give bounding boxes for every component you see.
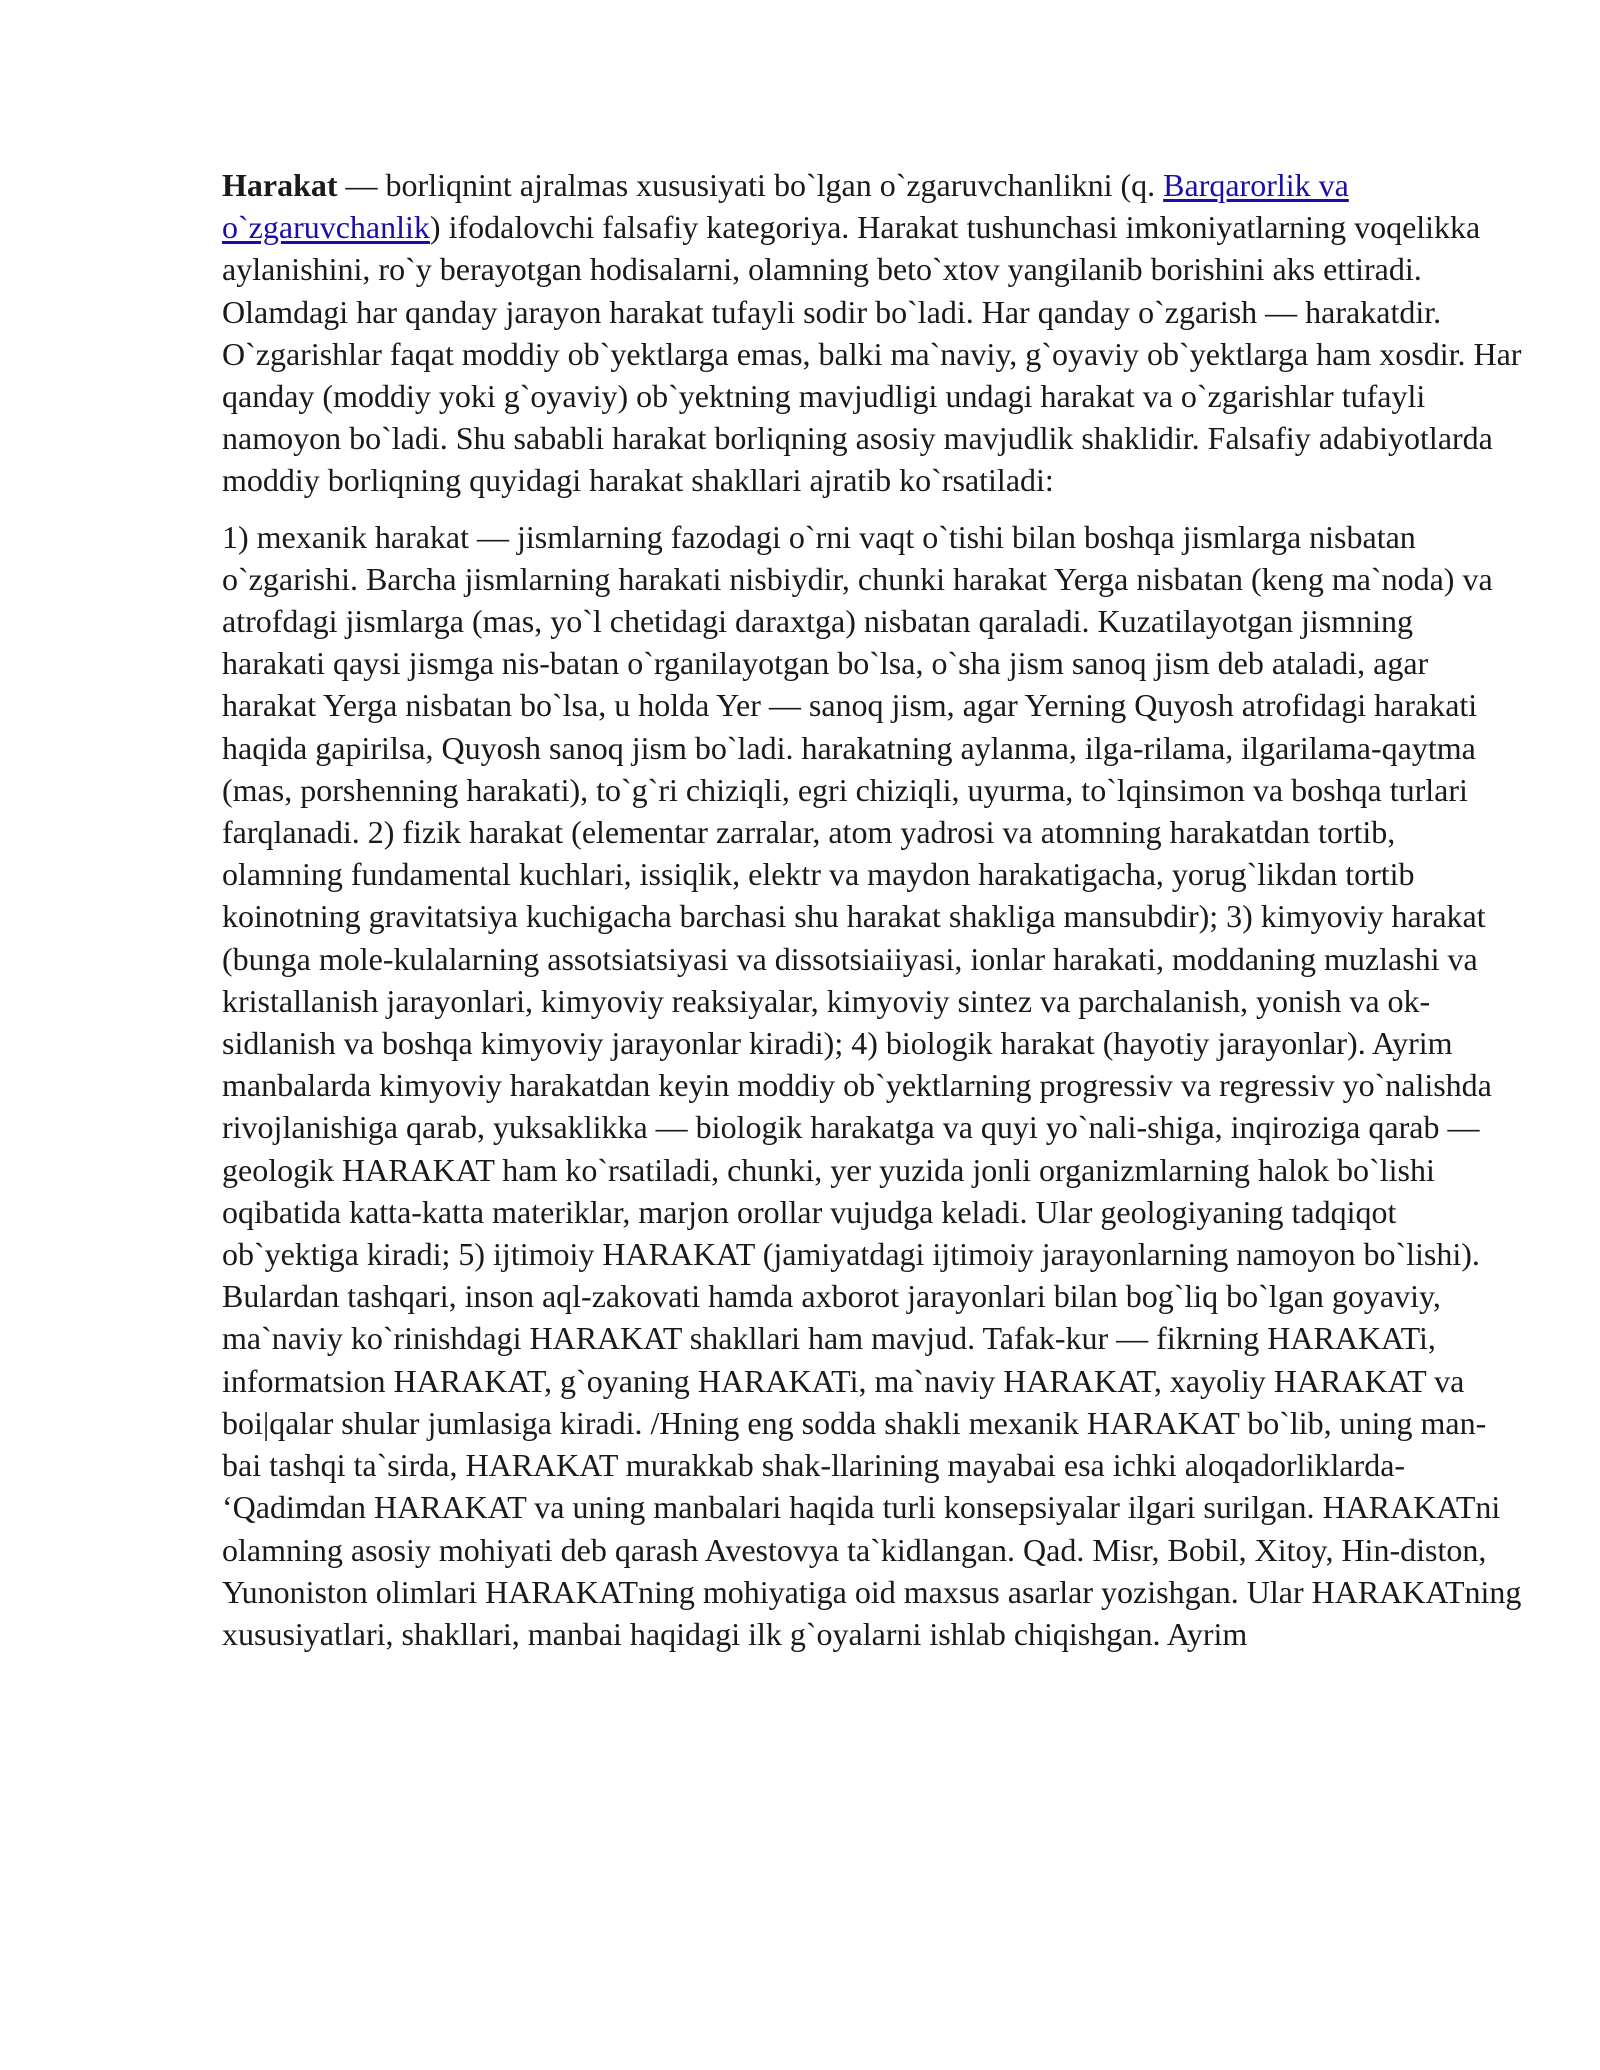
article-term: Harakat [222,167,338,203]
motion-forms-paragraph: 1) mexanik harakat — jismlarning fazodagi o`rni vaqt o`tishi bilan boshqa jismlarga nisbatan o`zgarishi. Barcha jismlarning harakati nisbiydir, chunki harakat Yerga nisbatan (keng ma`noda) va atrofdagi jismlarga (mas, yo`l chetidagi daraxtga) nisbatan qaraladi. Kuzatilayotgan jismning harakati qaysi jismga nis-batan o`rganilayotgan bo`lsa, o`sha jism sanoq jism deb ataladi, agar harakat Yerga nisbatan bo`lsa, u holda Yer — sanoq jism, agar Yerning Quyosh atrofidagi harakati haqida gapirilsa, Quyosh sanoq jism bo`ladi. harakatning aylanma, ilga-rilama, ilgarilama-qaytma (mas, porshenning harakati), to`g`ri chiziqli, egri chiziqli, uyurma, to`lqinsimon va boshqa turlari farqlanadi. 2) fizik harakat (elementar zarralar, atom yadrosi va atomning harakatdan tortib, olamning fundamental kuchlari, issiqlik, elektr va maydon harakatigacha, yorug`likdan tortib koinotning gravitatsiya kuchigacha barchasi shu harakat shakliga mansubdir); 3) kimyoviy harakat (bunga mole-kulalarning assotsiatsiyasi va dissotsiaiiyasi, ionlar harakati, moddaning muzlashi va kristallanish jarayonlari, kimyoviy reaksiyalar, kimyoviy sintez va parchalanish, yonish va ok-sidlanish va boshqa kimyoviy jarayonlar kiradi); 4) biologik harakat (hayotiy jarayonlar). Ayrim manbalarda kimyoviy harakatdan keyin moddiy ob`yektlarning progressiv va regressiv yo`nalishda rivojlanishiga qarab, yuksaklikka — biologik harakatga va quyi yo`nali-shiga, inqiroziga qarab — geologik HARAKAT ham ko`rsatiladi, chunki, yer yuzida jonli organizmlarning halok bo`lishi oqibatida katta-katta materiklar, marjon orollar vujudga keladi. Ular geologiyaning tadqiqot ob`yektiga kiradi; 5) ijtimoiy HARAKAT (jamiyatdagi ijtimoiy jarayonlarning namoyon bo`lishi). Bulardan tashqari, inson aql-zakovati hamda axborot jarayonlari bilan bog`liq bo`lgan goyaviy, ma`naviy ko`rinishdagi HARAKAT shakllari ham mavjud. Tafak-kur — fikrning HARAKATi, informatsion HARAKAT, g`oyaning HARAKATi, ma`naviy HARAKAT, xayoliy HARAKAT va boi|qalar shular jumlasiga kiradi. /Hning eng sodda shakli mexanik HARAKAT bo`lib, uning man-bai tashqi ta`sirda, HARAKAT murakkab shak-llarining mayabai esa ichki aloqadorliklarda- ‘Qadimdan HARAKAT va uning manbalari haqida turli konsepsiyalar ilgari surilgan. HARAKATni olamning asosiy mohiyati deb qarash Avestovya ta`kidlangan. Qad. Misr, Bobil, Xitoy, Hin-diston, Yunoniston olimlari HARAKATning mohiyatiga oid maxsus asarlar yozishgan. Ular HARAKATning xususiyatlari, shakllari, manbai haqidagi ilk g`oyalarni ishlab chiqishgan. Ayrim [222,518,1522,1652]
intro-text-before-link: — borliqnint ajralmas xususiyati bo`lgan o`zgaruvchanlikni (q. [337,167,1164,203]
document-page [222,164,1522,1655]
intro-paragraph [222,164,1522,502]
barqarorlik-link[interactable]: Barqarorlik va o`zgaruvchanlik [222,167,1349,246]
intro-text-after-link: ) ifodalovchi falsafiy kategoriya. Harakat tushunchasi imkoniyatlarning voqelikka aylanishini, ro`y berayotgan hodisalarni, olamning beto`xtov yangilanib borishini aks ettiradi. Olamdagi har qanday jarayon harakat tufayli sodir bo`ladi. Har qanday o`zgarish — harakatdir. O`zgarishlar faqat moddiy ob`yektlarga emas, balki ma`naviy, g`oyaviy ob`yektlarga ham xosdir. Har qanday (moddiy yoki g`oyaviy) ob`yektning mavjudligi undagi harakat va o`zgarishlar tufayli namoyon bo`ladi. Shu sababli harakat borliqning asosiy mavjudlik shaklidir. Falsafiy adabiyotlarda moddiy borliqning quyidagi harakat shakllari ajratib ko`rsatiladi: [222,209,1522,499]
